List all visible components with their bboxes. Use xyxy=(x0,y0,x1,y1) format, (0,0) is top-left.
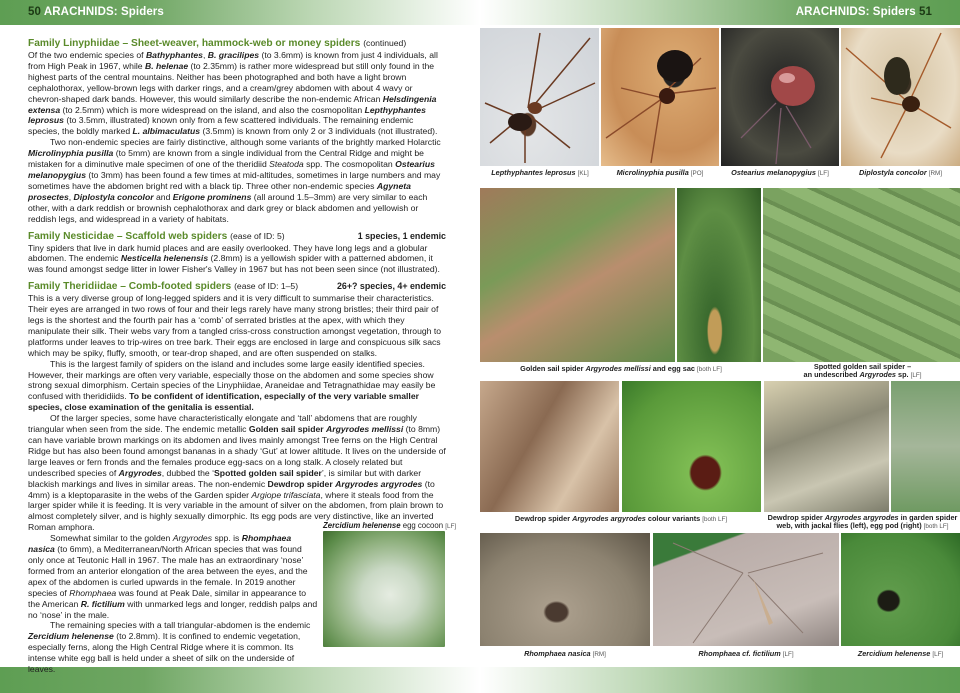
spider-icon xyxy=(721,28,839,166)
family-heading-theridiidae xyxy=(28,280,446,293)
caption-ostearius xyxy=(721,169,839,178)
photo-golden-sail-egg-sac xyxy=(677,188,761,362)
family-heading-nesticidae xyxy=(28,230,446,243)
caption-text: and egg sac xyxy=(650,364,697,373)
linyphiidae-para-1: Of the two endemic species of Bathyphantes, B. gracilipes (to 3.6mm) is known from just 4 individuals, all from High Peak in 1967, while B. helenae (to 2.35mm) is rather more widespread but still only found in the highest parts of the central mountains. Neither has been photographed and both have a light brown cephalothorax, yellow-brown legs with darker rings, and a cream/grey abdomen with about 4 wavy or chevron-shaped dark bands. However, this would similarly describe the non-endemic African Helsdingenia extensa (to 2.5mm) which is more widespread on the island, and also the cosmopolitan Lepthyphantes leprosus (to 3.5mm, illustrated) known only from a few scattered individuals. The remaining endemic species, the boldly marked L. albimaculatus (3.5mm) is known from only 2 or 3 individuals (not illustrated). xyxy=(28,50,438,137)
nesticidae-para-1: Tiny spiders that live in dark humid places and are easily overlooked. They have long legs and a globular abdomen. The endemic Nesticella helenensis (2.8mm) is a yellowish spider with a patterned abdomen, it was found amongst sedge litter in lower Fisher's Valley in 1967 but has not been seen since (not illustrated). xyxy=(28,242,440,275)
cocoon-caption xyxy=(323,521,456,530)
caption-common-name: Golden sail spider xyxy=(520,364,586,373)
caption-text: in garden spider xyxy=(898,513,958,522)
caption-diplostyla xyxy=(841,169,960,178)
running-head-right xyxy=(796,6,932,18)
theridiidae-para-3: Of the larger species, some have characteristically elongate and ‘tall’ abdomens that are roughly triangular when seen from the side. The endemic metallic Golden sail spider Argyrodes mellissi (to 8mm) can have variable brown markings on its abdomen and lives mainly amongst Tree ferns on the High Central Ridge but has also been found amongst bananas in a shady ‘Gut’ at lower altitude. It lives on the underside of large leaves or fern fronds and the females produce egg-sacs on a long stalk. A closely related but undescribed species of Argyrodes, dubbed the ‘Spotted golden sail spider’, is similar but with darker blackish markings and lives in similar areas. The non-endemic Dewdrop spider Argyrodes argyrodes (to 4mm) is a kleptoparasite in the webs of the Garden spider Argiope trifasciata, where it steals food from the larger spider while it is feeding. It is very variable in the amount of silver on the abdomen, from plain brown to almost completely silver, and is highly sexually dimorphic. Its egg pods are very distinctive, like an inverted Roman amphora. xyxy=(28,413,446,533)
caption-spotted-golden-sail xyxy=(765,363,960,380)
caption-species: Argyrodes xyxy=(859,370,896,380)
photo-credit: [LF] xyxy=(910,372,922,380)
caption-dewdrop-web xyxy=(765,514,960,531)
heading-text: Family Nesticidae – Scaffold web spiders xyxy=(28,230,228,242)
caption-lepthyphantes xyxy=(480,169,600,178)
family-heading-linyphiidae xyxy=(28,37,446,50)
photo-credit: [KL] xyxy=(577,170,589,177)
species-count: 26+? species, 4+ endemic xyxy=(336,281,446,292)
caption-common-name: Spotted golden sail spider – xyxy=(813,362,912,371)
caption-text: colour variants xyxy=(645,514,703,523)
caption-text: sp. xyxy=(896,370,911,380)
caption-species: Rhomphaea cf. fictilium xyxy=(698,649,781,658)
section-title-left: ARACHNIDS: Spiders xyxy=(43,6,164,18)
photo-microlinyphia-pusilla xyxy=(601,28,719,166)
ease-of-id: (ease of ID: 1–5) xyxy=(234,281,299,292)
photo-zercidium-helenense xyxy=(841,533,960,646)
photo-dewdrop-egg-pod xyxy=(891,381,960,512)
heading-text: Family Theridiidae – Comb-footed spiders xyxy=(28,281,232,293)
theridiidae-para-5: The remaining species with a tall triangular-abdomen is the endemic Zercidium helenense (to 2.8mm). It is confined to endemic vegetation, especially ferns, along the High Central Ridge where it is common. Its intense white egg ball is held under a sheet of silk on the underside of leaves. xyxy=(28,620,311,675)
caption-dewdrop-variants xyxy=(480,515,762,524)
photo-dewdrop-variant-silver xyxy=(480,381,619,512)
photo-rhomphaea-fictilium xyxy=(653,533,839,646)
caption-species: Zercidium helenense xyxy=(857,649,931,658)
caption-text: web, with jackal flies (left), egg pod (right) xyxy=(776,521,924,531)
photo-credit: [RM] xyxy=(592,651,606,658)
caption-text: an undescribed xyxy=(803,370,860,380)
caption-rhomphaea-fictilium xyxy=(653,650,839,659)
photo-dewdrop-variant-brown xyxy=(622,381,761,512)
spider-icon xyxy=(601,28,719,166)
photo-diplostyla-concolor xyxy=(841,28,960,166)
caption-species: Ostearius melanopygius xyxy=(731,168,816,177)
species-count: 1 species, 1 endemic xyxy=(357,230,446,241)
linyphiidae-para-2: Two non-endemic species are fairly distinctive, although some variants of the brightly marked Holarctic Microlinyphia pusilla (to 5mm) are known from a single individual from the Central Ridge and might be mistaken for a diminutive male specimen of one of the theridiid Steatoda spp. The cosmopolitan Ostearius melanopygius (to 3mm) has been found a few times at mid-altitudes, sometimes in large numbers and may sometimes have the abdomen bright red with a black tip. Three other non-endemic species Agyneta prosectes, Diplostyla concolor and Erigone prominens (all around 1.5–3mm) are very similar to each other, with a dark reddish or brownish cephalothorax and dark grey or black abdomen and yellowish or reddish legs, and widespread in a variety of habitats. xyxy=(28,137,441,224)
caption-species: Zercidium helenense xyxy=(323,521,401,530)
footer-band-right xyxy=(480,667,960,693)
spider-icon xyxy=(480,28,599,166)
spider-icon xyxy=(841,28,960,166)
caption-species: Lepthyphantes leprosus xyxy=(491,168,576,177)
theridiidae-para-4: Somewhat similar to the golden Argyrodes spp. is Rhomphaea nasica (to 6mm), a Mediterranean/North African species that was found only once at Teutonic Hall in 1967. The male has an extraordinary ‘nose’ formed from an anterior elongation of the area between the eyes, and the apex of the abdomen is curled upwards in the female. In 2019 another species of Rhomphaea was found at Peak Dale, similar in appearance to the American R. fictilium with unmarked legs and longer, reddish palps and no ‘nose’ in the male. xyxy=(28,533,318,620)
photo-credit: [PO] xyxy=(690,170,704,177)
photo-credit: [LF] xyxy=(932,651,944,658)
photo-credit: [LF] xyxy=(445,523,457,530)
page-number-right: 51 xyxy=(919,6,932,18)
photo-credit: [RM] xyxy=(928,170,943,177)
heading-note: (continued) xyxy=(363,38,407,48)
photo-golden-sail-spider xyxy=(480,188,675,362)
section-title-right: ARACHNIDS: Spiders xyxy=(795,6,916,18)
caption-text: egg cocoon xyxy=(400,521,446,530)
theridiidae-para-1: This is a very diverse group of long-legged spiders and it is very difficult to summarise their characteristics. Their eyes are arranged in two rows of four and their legs rarely have many strong bristles; their third pair of legs is the shortest and the fourth pair has a ‘comb’ of serrated bristles at the apex, with which they manipulate their silk. Their webs vary from a tangled criss-cross construction amongst vegetation, through to platforms under leaves to trip-wires on tree bark. Their eggs are enclosed in large and conspicuous silk sacs which may be spiky, fluffy, smooth, or tear-drop shaped, and are often suspended on stalks. xyxy=(28,293,442,358)
caption-common-name: Dewdrop spider xyxy=(514,514,573,523)
photo-ostearius-melanopygius xyxy=(721,28,839,166)
caption-species: Argyrodes argyrodes xyxy=(824,513,899,522)
running-head-left xyxy=(28,6,164,18)
caption-microlinyphia xyxy=(601,169,719,178)
caption-species: Argyrodes argyrodes xyxy=(572,514,646,523)
photo-credit: [both LF] xyxy=(702,516,728,523)
caption-species: Rhomphaea nasica xyxy=(524,649,591,658)
egg-cocoon-photo xyxy=(323,531,445,647)
page-number-left: 50 xyxy=(28,6,41,18)
photo-credit: [LF] xyxy=(782,651,794,658)
photo-credit: [both LF] xyxy=(696,366,722,373)
spider-icon xyxy=(653,533,839,646)
caption-golden-sail xyxy=(480,365,762,374)
caption-common-name: Dewdrop spider xyxy=(767,513,825,522)
photo-dewdrop-in-garden-spider-web xyxy=(764,381,889,512)
photo-spotted-golden-sail-spider xyxy=(763,188,960,362)
photo-lepthyphantes-leprosus xyxy=(480,28,599,166)
heading-text: Family Linyphiidae – Sheet-weaver, hammock-web or money spiders xyxy=(28,38,361,49)
photo-credit: [LF] xyxy=(817,170,829,177)
caption-rhomphaea-nasica xyxy=(480,650,650,659)
photo-credit: [both LF] xyxy=(923,523,949,531)
caption-species: Argyrodes mellissi xyxy=(585,364,651,373)
ease-of-id: (ease of ID: 5) xyxy=(230,230,285,241)
caption-zercidium xyxy=(841,650,960,659)
caption-species: Microlinyphia pusilla xyxy=(616,168,689,177)
theridiidae-para-2: This is the largest family of spiders on the island and includes some large easily identified species. However, their markings are often very variable, especially those on the abdomen and some species show strong sexual dimorphism. Certain species of the Linyphiidae, Araneidae and Tetragnathidae may easily be confused with therididiids. To be confident of identification, especially of the very variable smaller species, close examination of the genitalia is essential. xyxy=(28,358,436,413)
caption-species: Diplostyla concolor xyxy=(858,168,927,177)
photo-rhomphaea-nasica xyxy=(480,533,650,646)
